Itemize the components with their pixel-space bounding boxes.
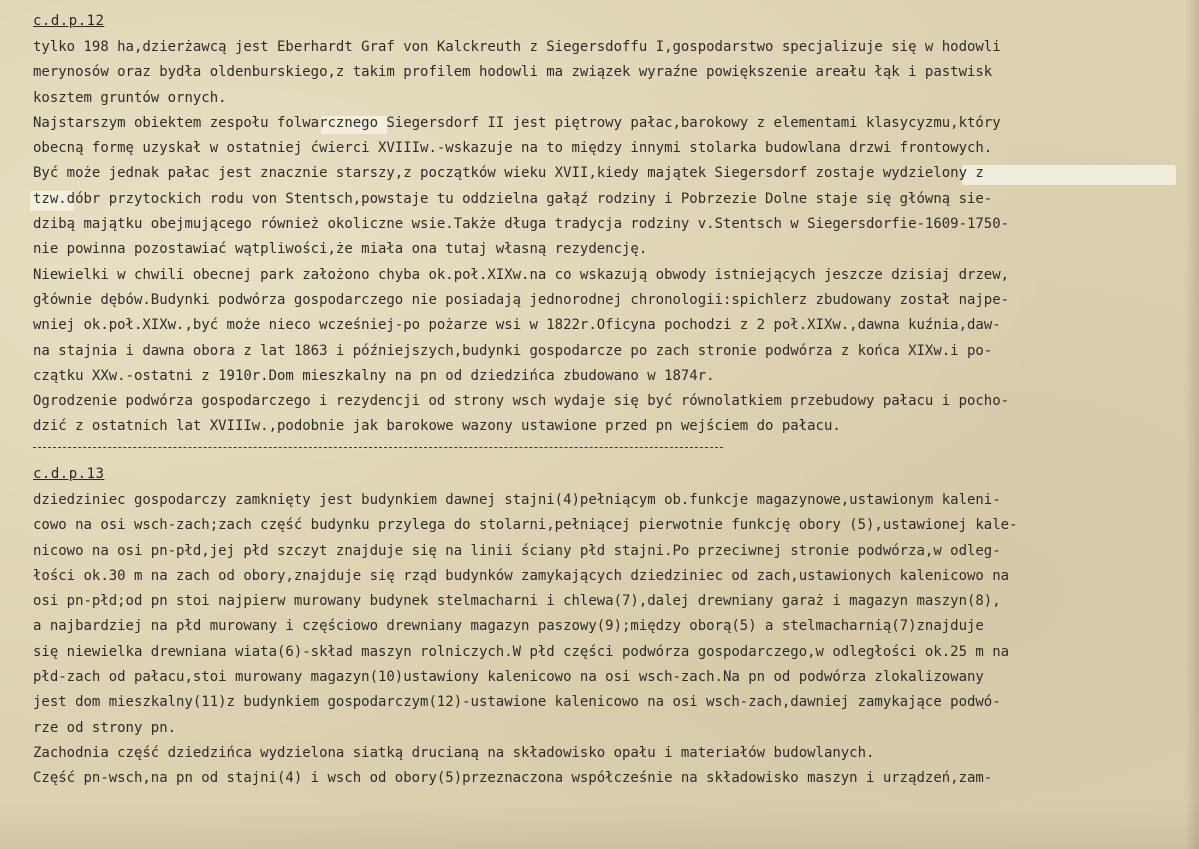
section-1-text bbox=[33, 35, 1193, 440]
page-bottom-shade bbox=[0, 804, 1199, 849]
text-line: dzić z ostatnich lat XVIIIw.,podobnie jak barokowe wazony ustawione przed pn wejściem do pałacu. bbox=[33, 418, 841, 435]
section-header: c.d.p.12 bbox=[33, 13, 105, 29]
text-line: czątku XXw.-ostatni z 1910r.Dom mieszkalny na pn od dziedzińca zbudowano w 1874r. bbox=[33, 367, 715, 384]
text-line: płd-zach od pałacu,stoi murowany magazyn(10)ustawiony kalenicowo na osi wsch-zach.Na pn od podwórza zlokalizowany bbox=[33, 669, 984, 686]
text-line: Zachodnia część dziedzińca wydzielona siatką drucianą na składowisko opału i materiałów budowlanych. bbox=[33, 744, 875, 761]
text-line: wniej ok.poł.XIXw.,być może nieco wcześniej-po pożarze wsi w 1822r.Oficyna pochodzi z 2 poł.XIXw.,dawna kuźnia,daw- bbox=[33, 317, 1001, 334]
text-line: dzibą majątku obejmującego również okoliczne wsie.Także długa tradycja rodziny v.Stentsch w Siegersdorfie-1609-1750- bbox=[33, 216, 1010, 233]
text-line: rze od strony pn. bbox=[33, 719, 177, 736]
text-line: łości ok.30 m na zach od obory,znajduje się rząd budynków zamykających dziedziniec od zach,ustawionych kalenicowo na bbox=[33, 567, 1010, 584]
text-line: nie powinna pozostawiać wątpliwości,że miała ona tutaj własną rezydencję. bbox=[33, 241, 648, 258]
text-line: Część pn-wsch,na pn od stajni(4) i wsch od obory(5)przeznaczona współcześnie na składowisko maszyn i urządzeń,zam- bbox=[33, 770, 993, 787]
text-line: tzw.dóbr przytockich rodu von Stentsch,powstaje tu oddzielna gałąź rodziny i Pobrzezie Dolne staje się główną sie- bbox=[33, 190, 993, 207]
section-divider bbox=[33, 447, 723, 448]
text-line: nicowo na osi pn-płd,jej płd szczyt znajduje się na linii ściany płd stajni.Po przeciwnej stronie podwórza,w odleg- bbox=[33, 542, 1001, 559]
text-line: dziedziniec gospodarczy zamknięty jest budynkiem dawnej stajni(4)pełniącym ob.funkcje magazynowe,ustawionym kaleni- bbox=[33, 492, 1001, 508]
section-2-text bbox=[33, 488, 1193, 792]
text-line: Najstarszym obiektem zespołu folwarcznego Siegersdorf II jest piętrowy pałac,barokowy z elementami klasycyzmu,który bbox=[33, 114, 1001, 131]
text-line: Niewielki w chwili obecnej park założono chyba ok.poł.XIXw.na co wskazują obwody istniejących jeszcze dzisiaj drzew, bbox=[33, 266, 1010, 283]
text-line: Być może jednak pałac jest znacznie starszy,z początków wieku XVII,kiedy majątek Siegersdorf zostaje wydzielony z bbox=[33, 165, 984, 182]
text-line: Ogrodzenie podwórza gospodarczego i rezydencji od strony wsch wydaje się być równolatkiem przebudowy pałacu i pocho- bbox=[33, 393, 1010, 410]
text-line: głównie dębów.Budynki podwórza gospodarczego nie posiadają jednorodnej chronologii:spichlerz zbudowany został najpe- bbox=[33, 291, 1010, 308]
text-line: na stajnia i dawna obora z lat 1863 i późniejszych,budynki gospodarcze po zach stronie podwórza z końca XIXw.i po- bbox=[33, 342, 993, 359]
section-header: c.d.p.13 bbox=[33, 466, 105, 482]
text-line: kosztem gruntów ornych. bbox=[33, 89, 227, 106]
text-line: osi pn-płd;od pn stoi najpierw murowany budynek stelmacharni i chlewa(7),dalej drewniany garaż i magazyn maszyn(8), bbox=[33, 593, 1001, 610]
text-line: obecną formę uzyskał w ostatniej ćwierci XVIIIw.-wskazuje na to między innymi stolarka budowlana drzwi frontowych. bbox=[33, 140, 993, 157]
text-line: merynosów oraz bydła oldenburskiego,z takim profilem hodowli ma związek wyraźne powiększenie areału łąk i pastwisk bbox=[33, 64, 993, 81]
text-line: się niewielka drewniana wiata(6)-skład maszyn rolniczych.W płd części podwórza gospodarczego,w odległości ok.25 m na bbox=[33, 643, 1010, 660]
text-line: jest dom mieszkalny(11)z budynkiem gospodarczym(12)-ustawione kalenicowo na osi wsch-zach,dawniej zamykające podwó- bbox=[33, 694, 1001, 711]
text-line: tylko 198 ha,dzierżawcą jest Eberhardt Graf von Kalckreuth z Siegersdoffu I,gospodarstwo specjalizuje się w hodowli bbox=[33, 39, 1001, 55]
text-line: a najbardziej na płd murowany i częściowo drewniany magazyn paszowy(9);między oborą(5) a stelmacharnią(7)znajduje bbox=[33, 618, 984, 635]
text-line: cowo na osi wsch-zach;zach część budynku przylega do stolarni,pełniącej pierwotnie funkcję obory (5),ustawionej kale- bbox=[33, 517, 1018, 534]
